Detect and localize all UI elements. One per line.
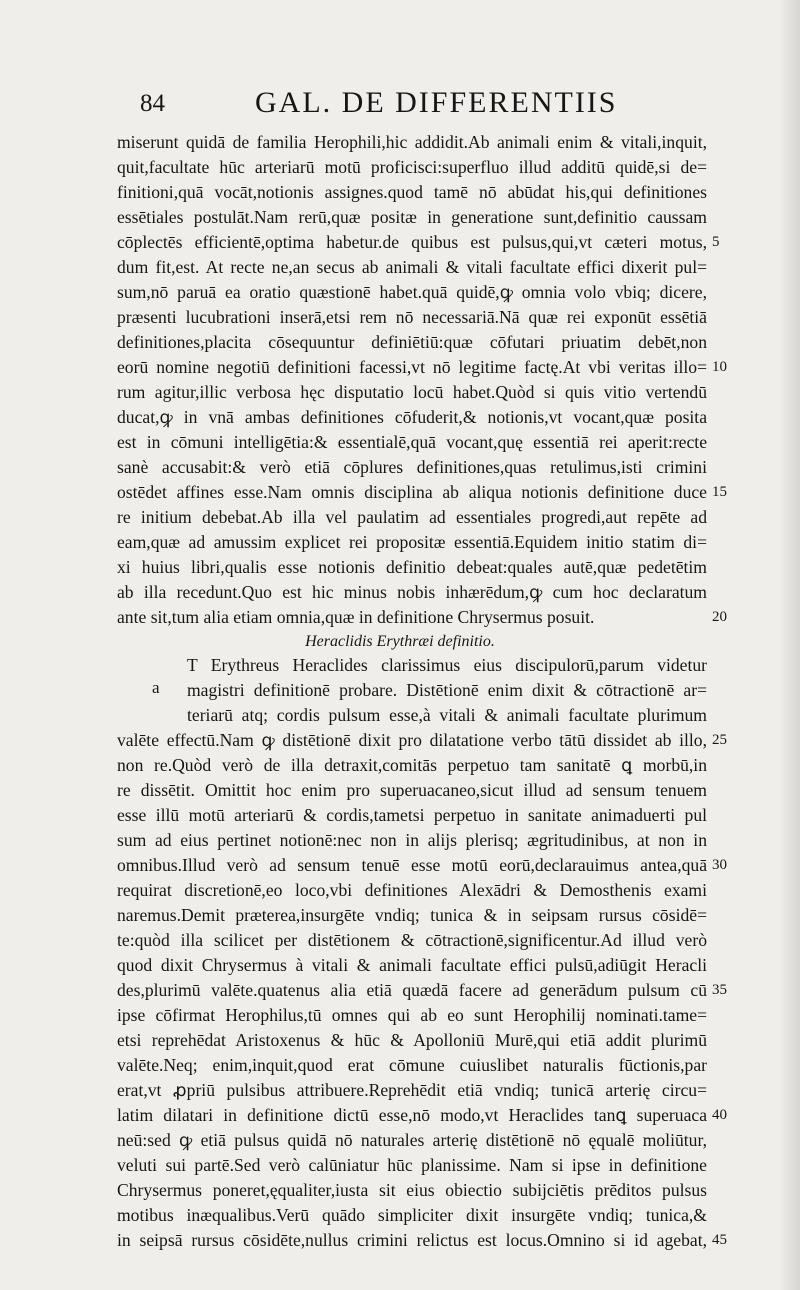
running-head: GAL. DE DIFFERENTIIS [255, 86, 618, 119]
text-line: non re.Quòd verò de illa detraxit,comitās perpetuo tam sanitatē ꝗ morbū,in [117, 755, 707, 775]
text-line: T Erythreus Heraclides clarissimus eius discipulorū,parum videtur [187, 655, 707, 675]
line-number: 15 [712, 484, 727, 500]
text-line: sum ad eius pertinet notionē:nec non in alijs plerisq; ægritudinibus, at non in [117, 830, 707, 850]
text-line: præsenti lucubrationi inserā,etsi rem nō necessariā.Nā quæ rei exponūt essētiā [117, 307, 707, 327]
text-line: re initium debebat.Ab illa vel paulatim ad essentiales progredi,aut repēte ad [117, 507, 707, 527]
text-line: cōplectēs efficientē,optima habetur.de quibus est pulsus,qui,vt cæteri motus, [117, 232, 707, 252]
text-line: valēte effectū.Nam ꝙ distētionē dixit pro dilatatione verbo tātū dissidet ab illo, [117, 730, 707, 750]
text-line: essētiales postulāt.Nam rerū,quæ positæ in generatione sunt,definitio caussam [117, 207, 707, 227]
text-line: ante sit,tum alia etiam omnia,quæ in definitione Chrysermus posuit. [117, 607, 595, 627]
text-line: ipse cōfirmat Herophilus,tū omnes qui ab eo sunt Herophilij nominati.tame= [117, 1005, 707, 1025]
marginal-letter: a [152, 678, 160, 697]
page-number: 84 [140, 90, 165, 117]
text-line: magistri definitionē probare. Distētionē enim dixit & cōtractionē ar= [187, 680, 707, 700]
text-line: definitiones,placita cōsequuntur definiētiū:quæ cōfutari priuatim debēt,non [117, 332, 707, 352]
text-line: re dissētit. Omittit hoc enim pro superuacaneo,sicut illud ad sensum tenuem [117, 780, 707, 800]
text-line: latim dilatari in definitione dictū esse,nō modo,vt Heraclides tanꝗ superuaca [117, 1105, 707, 1125]
line-number: 35 [712, 982, 727, 998]
text-line: Chrysermus poneret,ęqualiter,iusta sit eius obiectio subijciētis prēditos pulsus [117, 1180, 707, 1200]
text-line: erat,vt ꝓpriū pulsibus attribuere.Reprehēdit etiā vndiq; tunicā arterię circu= [117, 1080, 707, 1100]
text-line: requirat discretionē,eo loco,vbi definitiones Alexādri & Demosthenis exami [117, 880, 707, 900]
text-line: quod dixit Chrysermus à vitali & animali facultate effici pulsū,adiūgit Heracli [117, 955, 707, 975]
text-line: valēte.Neq; enim,inquit,quod erat cōmune cuiuslibet naturalis fūctionis,par [117, 1055, 707, 1075]
text-line: eam,quæ ad amussim explicet rei propositæ essentiā.Equidem initio statim di= [117, 532, 707, 552]
text-line: teriarū atq; cordis pulsum esse,à vitali & animali facultate plurimum [187, 705, 707, 725]
text-line: etsi reprehēdat Aristoxenus & hūc & Apolloniū Murē,qui etiā addit plurimū [117, 1030, 707, 1050]
text-line: dum fit,est. At recte ne,an secus ab animali & vitali facultate effici dixerit pul= [117, 257, 707, 277]
text-line: veluti sui partē.Sed verò calūniatur hūc planissime. Nam si ipse in definitione [117, 1155, 707, 1175]
line-number: 20 [712, 609, 727, 625]
text-line: des,plurimū valēte.quatenus alia etiā quædā facere ad generādum pulsum cū [117, 980, 707, 1000]
text-line: motibus inæqualibus.Verū quādo simpliciter dixit insurgēte vndiq; tunica,& [117, 1205, 707, 1225]
text-line: neū:sed ꝙ etiā pulsus quidā nō naturales arterię distētionē nō ęqualē moliūtur, [117, 1130, 707, 1150]
text-line: quit,facultate hūc arteriarū motū proficisci:superfluo illud additū quidē,si de= [117, 157, 707, 177]
text-line: ostēdet affines esse.Nam omnis disciplina ab aliqua notionis definitione duce [117, 482, 707, 502]
text-line: sum,nō paruā ea oratio quæstionē habet.quā quidē,ꝙ omnia volo vbiq; dicere, [117, 282, 707, 302]
line-number: 5 [712, 234, 720, 250]
line-number: 10 [712, 359, 727, 375]
text-line: sanè accusabit:& verò etiā cōplures definitiones,quas retulimus,isti crimini [117, 457, 707, 477]
line-number: 40 [712, 1107, 727, 1123]
text-line: eorū nomine negotiū definitioni facessi,vt nō legitime factę.At vbi veritas illo= [117, 357, 707, 377]
text-line: finitioni,quā vocāt,notionis assignes.quod tamē nō abūdat his,qui definitiones [117, 182, 707, 202]
text-line: rum agitur,illic verbosa hęc disputatio locū habet.Quòd si quis vitio vertendū [117, 382, 707, 402]
text-line: ducat,ꝙ in vnā ambas definitiones cōfuderit,& notionis,vt vocant,quæ posita [117, 407, 707, 427]
page-header [0, 86, 800, 126]
text-line: miserunt quidā de familia Herophili,hic addidit.Ab animali enim & vitali,inquit, [117, 132, 707, 152]
text-line: xi huius libri,qualis esse notionis definitio debeat:quales autē,quæ pedetētim [117, 557, 707, 577]
text-line: naremus.Demit præterea,insurgēte vndiq; tunica & in seipsam rursus cōsidē= [117, 905, 707, 925]
text-line: omnibus.Illud verò ad sensum tenuē esse motū eorū,declarauimus antea,quā [117, 855, 707, 875]
text-line: esse illū motū arteriarū & cordis,tametsi perpetuo in sanitate animaduerti pul [117, 805, 707, 825]
text-line: in seipsā rursus cōsidēte,nullus crimini relictus est locus.Omnino si id agebat, [117, 1230, 707, 1250]
line-number: 25 [712, 732, 727, 748]
line-number: 30 [712, 857, 727, 873]
section-title: Heraclidis Erythræi definitio. [305, 633, 495, 650]
line-number: 45 [712, 1232, 727, 1248]
text-line: ab illa recedunt.Quo est hic minus nobis inhærēdum,ꝙ cum hoc declaratum [117, 582, 707, 602]
text-line: te:quòd illa scilicet per distētionem & cōtractionē,significentur.Ad illud verò [117, 930, 707, 950]
text-line: est in cōmuni intelligētia:& essentialē,quā vocant,quę essentiā rei aperit:recte [117, 432, 707, 452]
